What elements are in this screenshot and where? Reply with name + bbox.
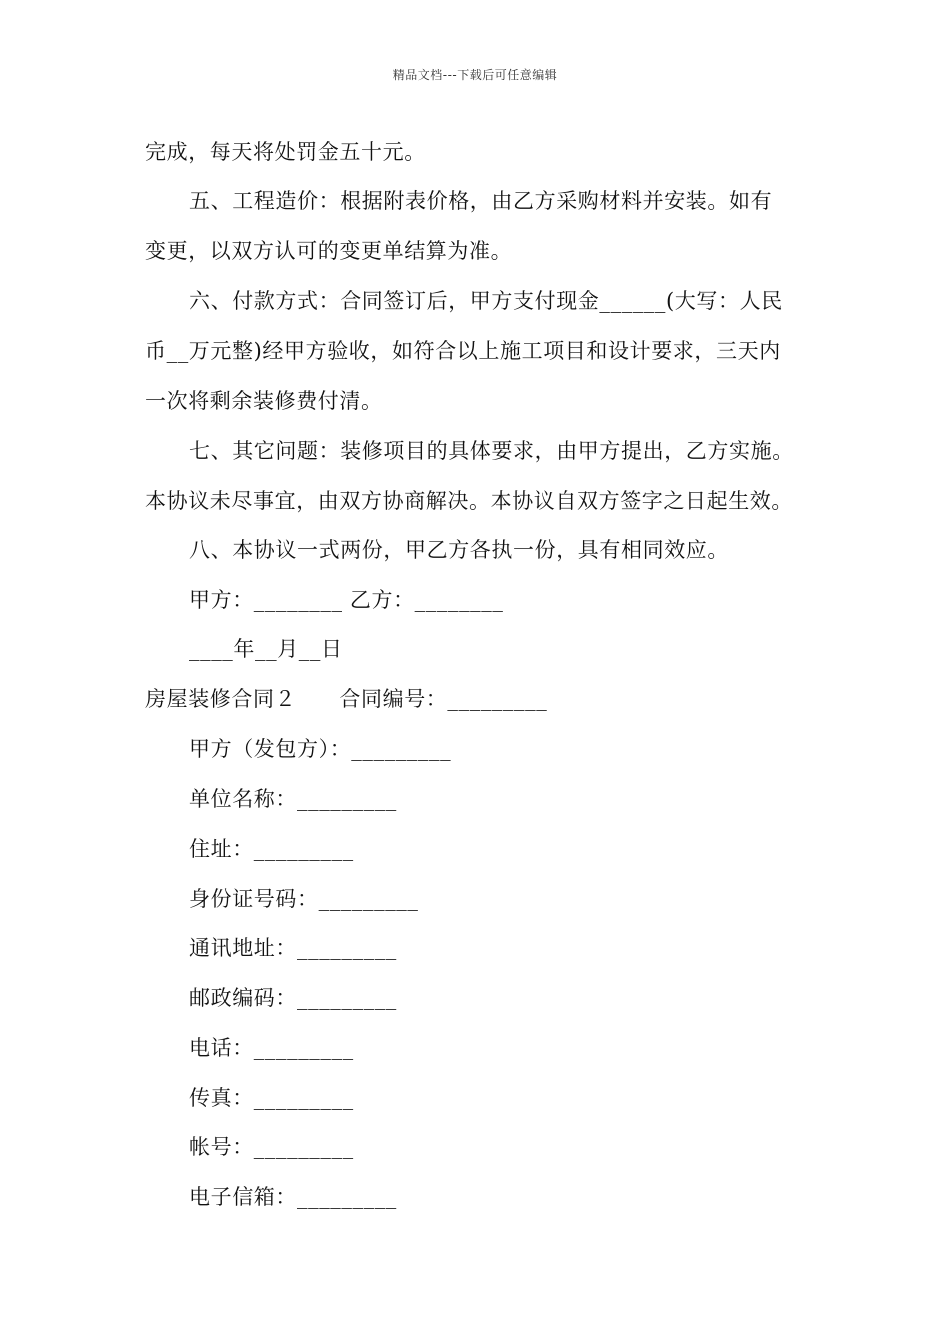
paragraph-line: 八、本协议一式两份，甲乙方各执一份，具有相同效应。 [189,538,729,562]
form-field-postcode: 邮政编码：_________ [189,986,397,1010]
form-field-fax: 传真：_________ [189,1086,354,1110]
signature-line: 甲方：________ 乙方：________ [189,588,504,612]
paragraph-line: 七、其它问题：装修项目的具体要求，由甲方提出，乙方实施。 [189,439,794,463]
contract-title: 房屋装修合同２ 合同编号：_________ [145,687,548,711]
form-field-id-number: 身份证号码：_________ [189,887,419,911]
paragraph-line: 完成，每天将处罚金五十元。 [145,140,426,164]
form-field-account: 帐号：_________ [189,1135,354,1159]
form-field-email: 电子信箱：_________ [189,1185,397,1209]
paragraph-line: 币__万元整)经甲方验收，如符合以上施工项目和设计要求，三天内 [145,339,781,363]
form-field-address: 住址：_________ [189,837,354,861]
form-field-mail-address: 通讯地址：_________ [189,936,397,960]
paragraph-line: 六、付款方式：合同签订后，甲方支付现金______(大写：人民 [189,289,783,313]
paragraph-line: 五、工程造价：根据附表价格，由乙方采购材料并安装。如有 [189,189,773,213]
paragraph-line: 本协议未尽事宜，由双方协商解决。本协议自双方签字之日起生效。 [145,489,793,513]
form-field-company: 单位名称：_________ [189,787,397,811]
page-header: 精品文档---下载后可任意编辑 [392,68,558,82]
form-field-party-a: 甲方（发包方）：_________ [189,737,452,761]
date-line: ____年__月__日 [189,637,343,661]
form-field-phone: 电话：_________ [189,1036,354,1060]
paragraph-line: 一次将剩余装修费付清。 [145,389,383,413]
paragraph-line: 变更，以双方认可的变更单结算为准。 [145,239,513,263]
